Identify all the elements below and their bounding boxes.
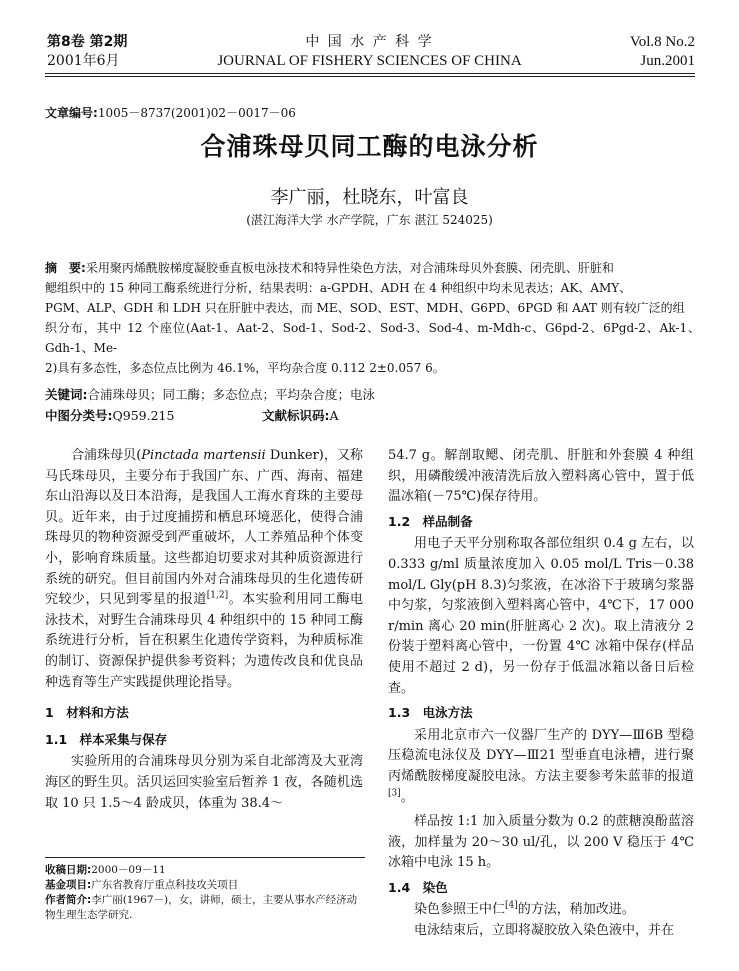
article-number-label: 文章编号: bbox=[45, 106, 98, 120]
section-heading-1-2: 1.2 样品制备 bbox=[388, 513, 473, 529]
species-name: Pinctada martensii bbox=[141, 448, 266, 463]
date-cn: 2001年6月 bbox=[47, 53, 120, 69]
citation: [1,2] bbox=[206, 590, 229, 601]
clc-number bbox=[45, 406, 174, 424]
clc-value: Q959.215 bbox=[112, 408, 175, 423]
clc-label: 中图分类号: bbox=[45, 408, 113, 423]
staining-paragraph: 染色参照王中仁[4]的方法，稍加改进。 bbox=[414, 901, 635, 918]
fund-project: 基金项目:广东省教育厅重点科技攻关项目 bbox=[45, 879, 239, 891]
abstract-line-5: 2)具有多态性，多态位点比例为 46.1%，平均杂合度 0.112 2±0.057 6。 bbox=[45, 361, 445, 375]
keywords bbox=[45, 385, 375, 403]
affiliation: (湛江海洋大学 水产学院，广东 湛江 524025) bbox=[246, 213, 493, 227]
citation: [3] bbox=[388, 788, 401, 799]
doc-code-value: A bbox=[329, 408, 339, 423]
keywords-label: 关键词: bbox=[45, 387, 88, 402]
keywords-value: 合浦珠母贝；同工酶；多态位点；平均杂合度；电泳 bbox=[87, 387, 376, 402]
sampling-paragraph: 实验所用的合浦珠母贝分别为采自北部湾及大亚湾海区的野生贝。活贝运回实验室后暂养 1 夜，各随机选取 10 只 1.5～4 龄成贝，体重为 38.4～ bbox=[45, 754, 363, 811]
footnote-rule bbox=[45, 857, 365, 858]
left-column bbox=[45, 446, 363, 814]
abstract bbox=[45, 258, 700, 378]
section-heading-1: 1 材料和方法 bbox=[45, 705, 129, 721]
abstract-label: 摘 要: bbox=[45, 261, 86, 275]
header-rule bbox=[45, 73, 695, 74]
section-heading-1-1: 1.1 样本采集与保存 bbox=[45, 731, 168, 747]
continued-paragraph: 54.7 g。解剖取鳃、闭壳肌、肝脏和外套膜 4 种组织，用磷酸缓冲液清洗后放入塑料离心管中，置于低温冰箱(－75℃)保存待用。 bbox=[388, 448, 694, 505]
loading-paragraph: 样品按 1:1 加入质量分数为 0.2 的蔗糖溴酚蓝溶液，加样量为 20～30 ul/孔，以 200 V 稳压于 4℃ 冰箱中电泳 15 h。 bbox=[388, 814, 694, 871]
abstract-line-3: PGM、ALP、GDH 和 LDH 只在肝脏中表达，而 ME、SOD、EST、MDH、G6PD、6PGD 和 AAT 则有较广泛的组 bbox=[45, 301, 685, 315]
journal-name-en: JOURNAL OF FISHERY SCIENCES OF CHINA bbox=[217, 53, 522, 69]
paper-title: 合浦珠母贝同工酶的电泳分析 bbox=[200, 132, 539, 161]
date-en: Jun.2001 bbox=[640, 53, 695, 69]
article-number-value: 1005－8737(2001)02－0017－06 bbox=[97, 106, 296, 120]
intro-paragraph: 合浦珠母贝(Pinctada martensii Dunker)，又称马氏珠母贝，主要分布于我国广东、广西、海南、福建东山沿海以及日本沿海，是我国人工海水育珠的主要母贝。近年来，由于过度捕捞和栖息环境恶化，使得合浦珠母贝的物种资源受到严重破坏，人工养殖品种个体变小，影响育珠质量。这些都迫切要求对其种质资源进行系统的研究。但目前国内外对合浦珠母贝的生化遗传研究较少，只见到零星的报道[1,2]。本实验利用同工酶电泳技术，对野生合浦珠母贝 4 种组织中的 15 种同工酶系统进行分析，旨在积累生化遗传学资料，为种质标准的制订、资源保护提供参考资料；为遗传改良和优良品种选育等生产实践提供理论指导。 bbox=[45, 448, 363, 690]
volume-issue-en: Vol.8 No.2 bbox=[629, 34, 695, 50]
abstract-line-1: 摘 要:采用聚丙烯酰胺梯度凝胶垂直板电泳技术和特异性染色方法，对合浦珠母贝外套膜、闭壳肌、肝脏和 bbox=[45, 261, 614, 275]
citation: [4] bbox=[505, 901, 518, 912]
journal-name-cn: 中 国 水 产 科 学 bbox=[305, 34, 434, 50]
article-number bbox=[45, 103, 296, 123]
electrophoresis-paragraph: 采用北京市六一仪器厂生产的 DYY—Ⅲ6B 型稳压稳流电泳仪及 DYY—Ⅲ21 型垂直电泳槽，进行聚丙烯酰胺梯度凝胶电泳。方法主要参考朱蓝菲的报道[3]。 bbox=[388, 727, 694, 805]
document-code bbox=[262, 406, 339, 424]
authors: 李广丽，杜晓东，叶富良 bbox=[270, 187, 469, 208]
right-column bbox=[388, 446, 694, 942]
doc-code-label: 文献标识码: bbox=[262, 408, 330, 423]
section-heading-1-3: 1.3 电泳方法 bbox=[388, 705, 473, 721]
volume-issue-cn: 第8卷 第2期 bbox=[47, 34, 128, 50]
section-heading-1-4: 1.4 染色 bbox=[388, 879, 448, 895]
received-date: 收稿日期:2000－09－11 bbox=[45, 864, 166, 876]
header-rule-2 bbox=[45, 76, 695, 77]
footnotes bbox=[45, 863, 365, 923]
sample-prep-paragraph: 用电子天平分别称取各部位组织 0.4 g 左右，以 0.333 g/ml 质量浓度加入 0.05 mol/L Tris－0.38 mol/L Gly(pH 8.3)匀浆液，在冰浴下于玻璃匀浆器中匀浆，匀浆液倒入塑料离心管中，4℃下，17 000 r/min 离心 20 min(肝脏离心 2 次)。取上清液分 2 份装于塑料离心管中，一份置 4℃ 冰箱中保存(样品使用不超过 2 d)，另一份存于低温冰箱以备日后检查。 bbox=[388, 536, 694, 696]
author-bio: 作者简介:李广丽(1967－)，女，讲师，硕士，主要从事水产经济动物生理生态学研究. bbox=[45, 894, 358, 921]
abstract-line-2: 鳃组织中的 15 种同工酶系统进行分析，结果表明：a-GPDH、ADH 在 4 种组织中均未见表达；AK、AMY、 bbox=[45, 281, 632, 295]
abstract-line-4: 织分布，其中 12 个座位(Aat-1、Aat-2、Sod-1、Sod-2、Sod-3、Sod-4、m-Mdh-c、G6pd-2、6Pgd-2、Ak-1、Gdh-1、Me- bbox=[45, 321, 700, 355]
staining-paragraph-2: 电泳结束后，立即将凝胶放入染色液中，并在 bbox=[414, 923, 675, 939]
